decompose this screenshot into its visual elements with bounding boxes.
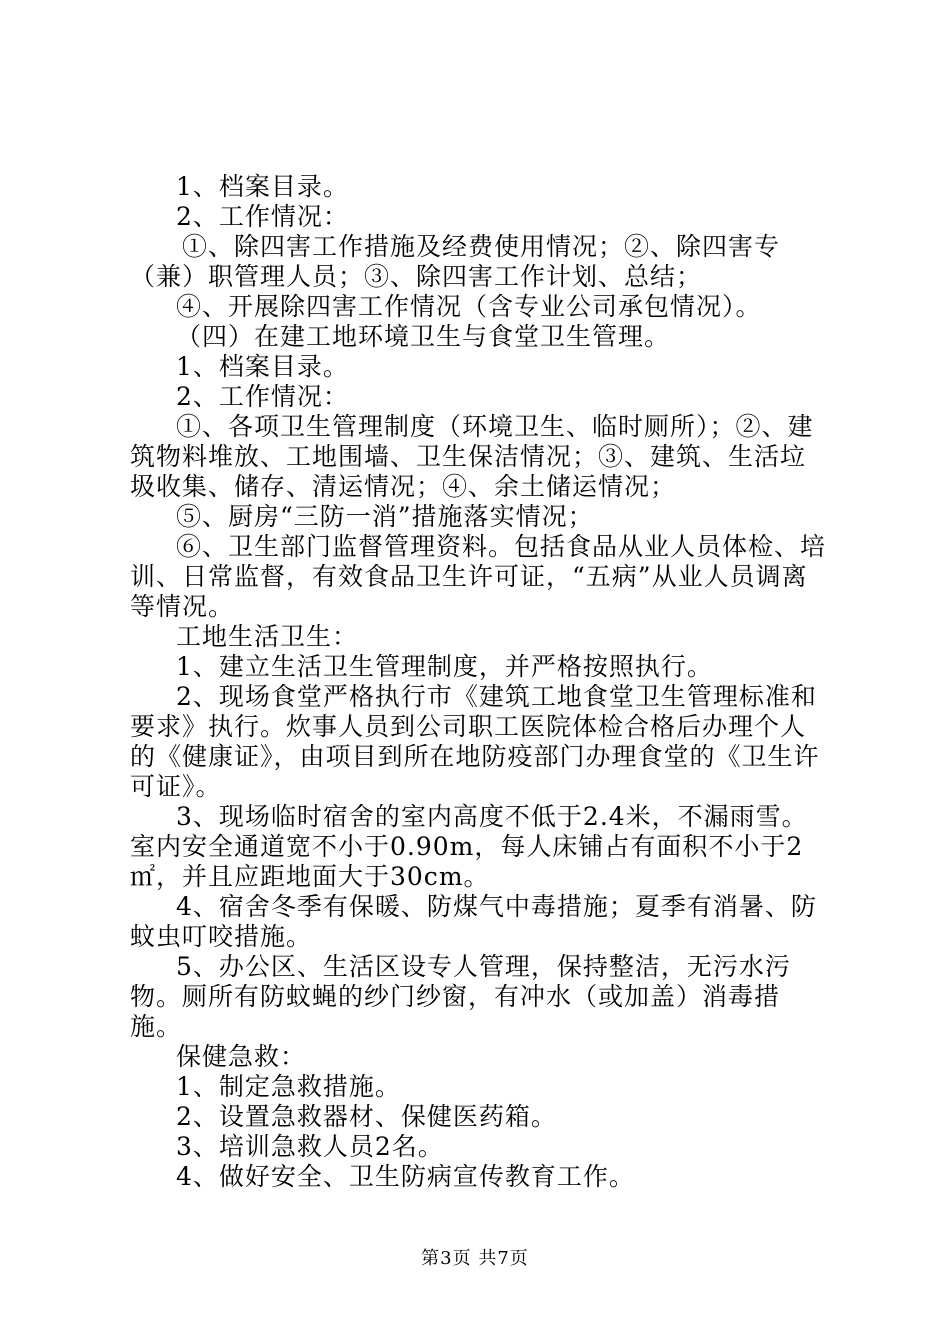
paragraph: ①、各项卫生管理制度（环境卫生、临时厕所）；②、建筑物料堆放、工地围墙、卫生保洁情况；③、建筑、生活垃圾收集、储存、清运情况；④、余土储运情况； <box>130 412 814 501</box>
paragraph: 2、工作情况： <box>176 202 349 231</box>
paragraph: ⑥、卫生部门监督管理资料。包括食品从业人员体检、培训、日常监督，有效食品卫生许可证，“五病”从业人员调离等情况。 <box>130 532 827 621</box>
paragraph: 1、档案目录。 <box>176 172 349 201</box>
paragraph: 3、培训急救人员2名。 <box>176 1132 444 1161</box>
paragraph: 1、档案目录。 <box>176 352 349 381</box>
paragraph: 4、宿舍冬季有保暖、防煤气中毒措施；夏季有消暑、防蚊虫叮咬措施。 <box>130 892 817 951</box>
document-body <box>130 172 830 1192</box>
section-heading: 工地生活卫生： <box>176 622 359 651</box>
paragraph: ①、除四害工作措施及经费使用情况；②、除四害专（兼）职管理人员；③、除四害工作计划、总结； <box>130 232 781 291</box>
paragraph: 1、制定急救措施。 <box>176 1072 401 1101</box>
page-footer: 第3页 共7页 <box>421 1248 529 1269</box>
section-heading: （四）在建工地环境卫生与食堂卫生管理。 <box>176 322 671 351</box>
paragraph: 2、工作情况： <box>176 382 349 411</box>
paragraph: ⑤、厨房“三防一消”措施落实情况； <box>176 502 594 531</box>
section-heading: 保健急救： <box>176 1042 307 1071</box>
paragraph: 3、现场临时宿舍的室内高度不低于2.4米，不漏雨雪。室内安全通道宽不小于0.90m，每人床铺占有面积不小于2㎡，并且应距地面大于30cm。 <box>130 802 808 891</box>
paragraph: ④、开展除四害工作情况（含专业公司承包情况）。 <box>176 292 762 321</box>
paragraph: 1、建立生活卫生管理制度，并严格按照执行。 <box>176 652 713 681</box>
paragraph: 2、设置急救器材、保健医药箱。 <box>176 1102 557 1131</box>
paragraph: 2、现场食堂严格执行市《建筑工地食堂卫生管理标准和要求》执行。炊事人员到公司职工医院体检合格后办理个人的《健康证》，由项目到所在地防疫部门办理食堂的《卫生许可证》。 <box>130 682 820 801</box>
paragraph: 5、办公区、生活区设专人管理，保持整洁，无污水污物。厕所有防蚊蝇的纱门纱窗，有冲水（或加盖）消毒措施。 <box>130 952 791 1041</box>
paragraph: 4、做好安全、卫生防病宣传教育工作。 <box>176 1162 635 1191</box>
